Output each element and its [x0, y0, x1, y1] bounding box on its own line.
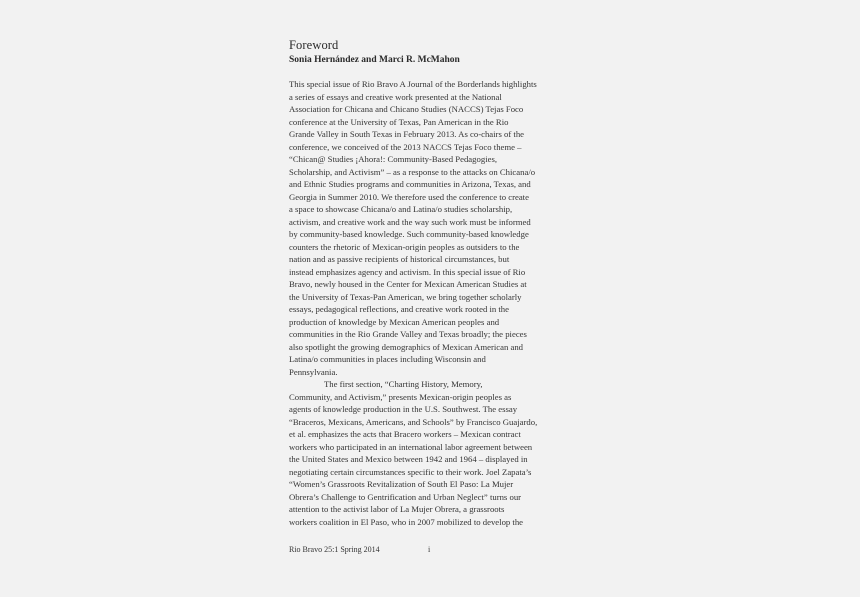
- body-line: negotiating certain circumstances specific to their work. Joel Zapata’s: [289, 466, 532, 477]
- body-line: workers who participated in an international labor agreement between: [289, 441, 533, 452]
- body-line: “Women’s Grassroots Revitalization of South El Paso: La Mujer: [289, 479, 514, 489]
- journal-footer: Rio Bravo 25:1 Spring 2014: [289, 545, 380, 554]
- body-line: workers coalition in El Paso, who in 2007 mobilized to develop the: [289, 516, 524, 527]
- body-line: Bravo, newly housed in the Center for Mexican American Studies at: [289, 279, 527, 289]
- body-line: agents of knowledge production in the U.S. Southwest. The essay: [289, 404, 518, 414]
- body-line: the United States and Mexico between 1942 and 1964 – displayed in: [289, 454, 528, 464]
- body-line: attention to the activist labor of La Mujer Obrera, a grassroots: [289, 504, 505, 514]
- body-line: nation and as passive recipients of historical circumstances, but: [289, 254, 510, 264]
- body-line: Pennsylvania.: [289, 366, 338, 377]
- body-line: also spotlight the growing demographics of Mexican American and: [289, 341, 524, 352]
- body-line: conference, we conceived of the 2013 NACCS Tejas Foco theme –: [289, 141, 522, 152]
- body-line: the University of Texas-Pan American, we bring together scholarly: [289, 291, 522, 302]
- document-body: [289, 78, 574, 528]
- body-line: “Chican@ Studies ¡Ahora!: Community-Based Pedagogies,: [289, 154, 498, 164]
- body-line: The first section, “Charting History, Memory,: [324, 379, 483, 389]
- body-line: Grande Valley in South Texas in February 2013. As co-chairs of the: [289, 129, 525, 139]
- body-line: This special issue of Rio Bravo A Journal of the Borderlands highlights: [289, 79, 537, 89]
- body-line: production of knowledge by Mexican American peoples and: [289, 316, 500, 327]
- body-line: Latina/o communities in places including Wisconsin and: [289, 354, 486, 364]
- body-line: Obrera’s Challenge to Gentrification and Urban Neglect” turns our: [289, 491, 522, 502]
- body-line: essays, pedagogical reflections, and creative work rooted in the: [289, 304, 509, 314]
- body-line: Scholarship, and Activism” – as a response to the attacks on Chicana/o: [289, 166, 536, 177]
- body-line: “Braceros, Mexicans, Americans, and Schools” by Francisco Guajardo,: [289, 416, 538, 427]
- body-line: et al. emphasizes the acts that Bracero workers – Mexican contract: [289, 429, 521, 439]
- body-line: activism, and creative work and the way such work must be informed: [289, 216, 531, 227]
- body-line: instead emphasizes agency and activism. In this special issue of Rio: [289, 266, 526, 277]
- body-line: conference at the University of Texas, Pan American in the Rio: [289, 116, 509, 127]
- body-line: Community, and Activism,” presents Mexican-origin peoples as: [289, 391, 512, 402]
- body-line: counters the rhetoric of Mexican-origin peoples as outsiders to the: [289, 241, 520, 252]
- body-line: a space to showcase Chicana/o and Latina/o studies scholarship,: [289, 204, 513, 214]
- body-line: Association for Chicana and Chicano Studies (NACCS) Tejas Foco: [289, 104, 524, 114]
- body-line: and Ethnic Studies programs and communities in Arizona, Texas, and: [289, 179, 531, 189]
- body-line: Georgia in Summer 2010. We therefore used the conference to create: [289, 191, 529, 202]
- page-number: i: [428, 545, 431, 554]
- document-heading: Foreword: [289, 38, 339, 52]
- document-authors: Sonia Hernández and Marci R. McMahon: [289, 55, 460, 65]
- body-line: communities in the Rio Grande Valley and Texas broadly; the pieces: [289, 329, 527, 339]
- body-line: a series of essays and creative work presented at the National: [289, 91, 502, 102]
- body-line: by community-based knowledge. Such community-based knowledge: [289, 229, 529, 239]
